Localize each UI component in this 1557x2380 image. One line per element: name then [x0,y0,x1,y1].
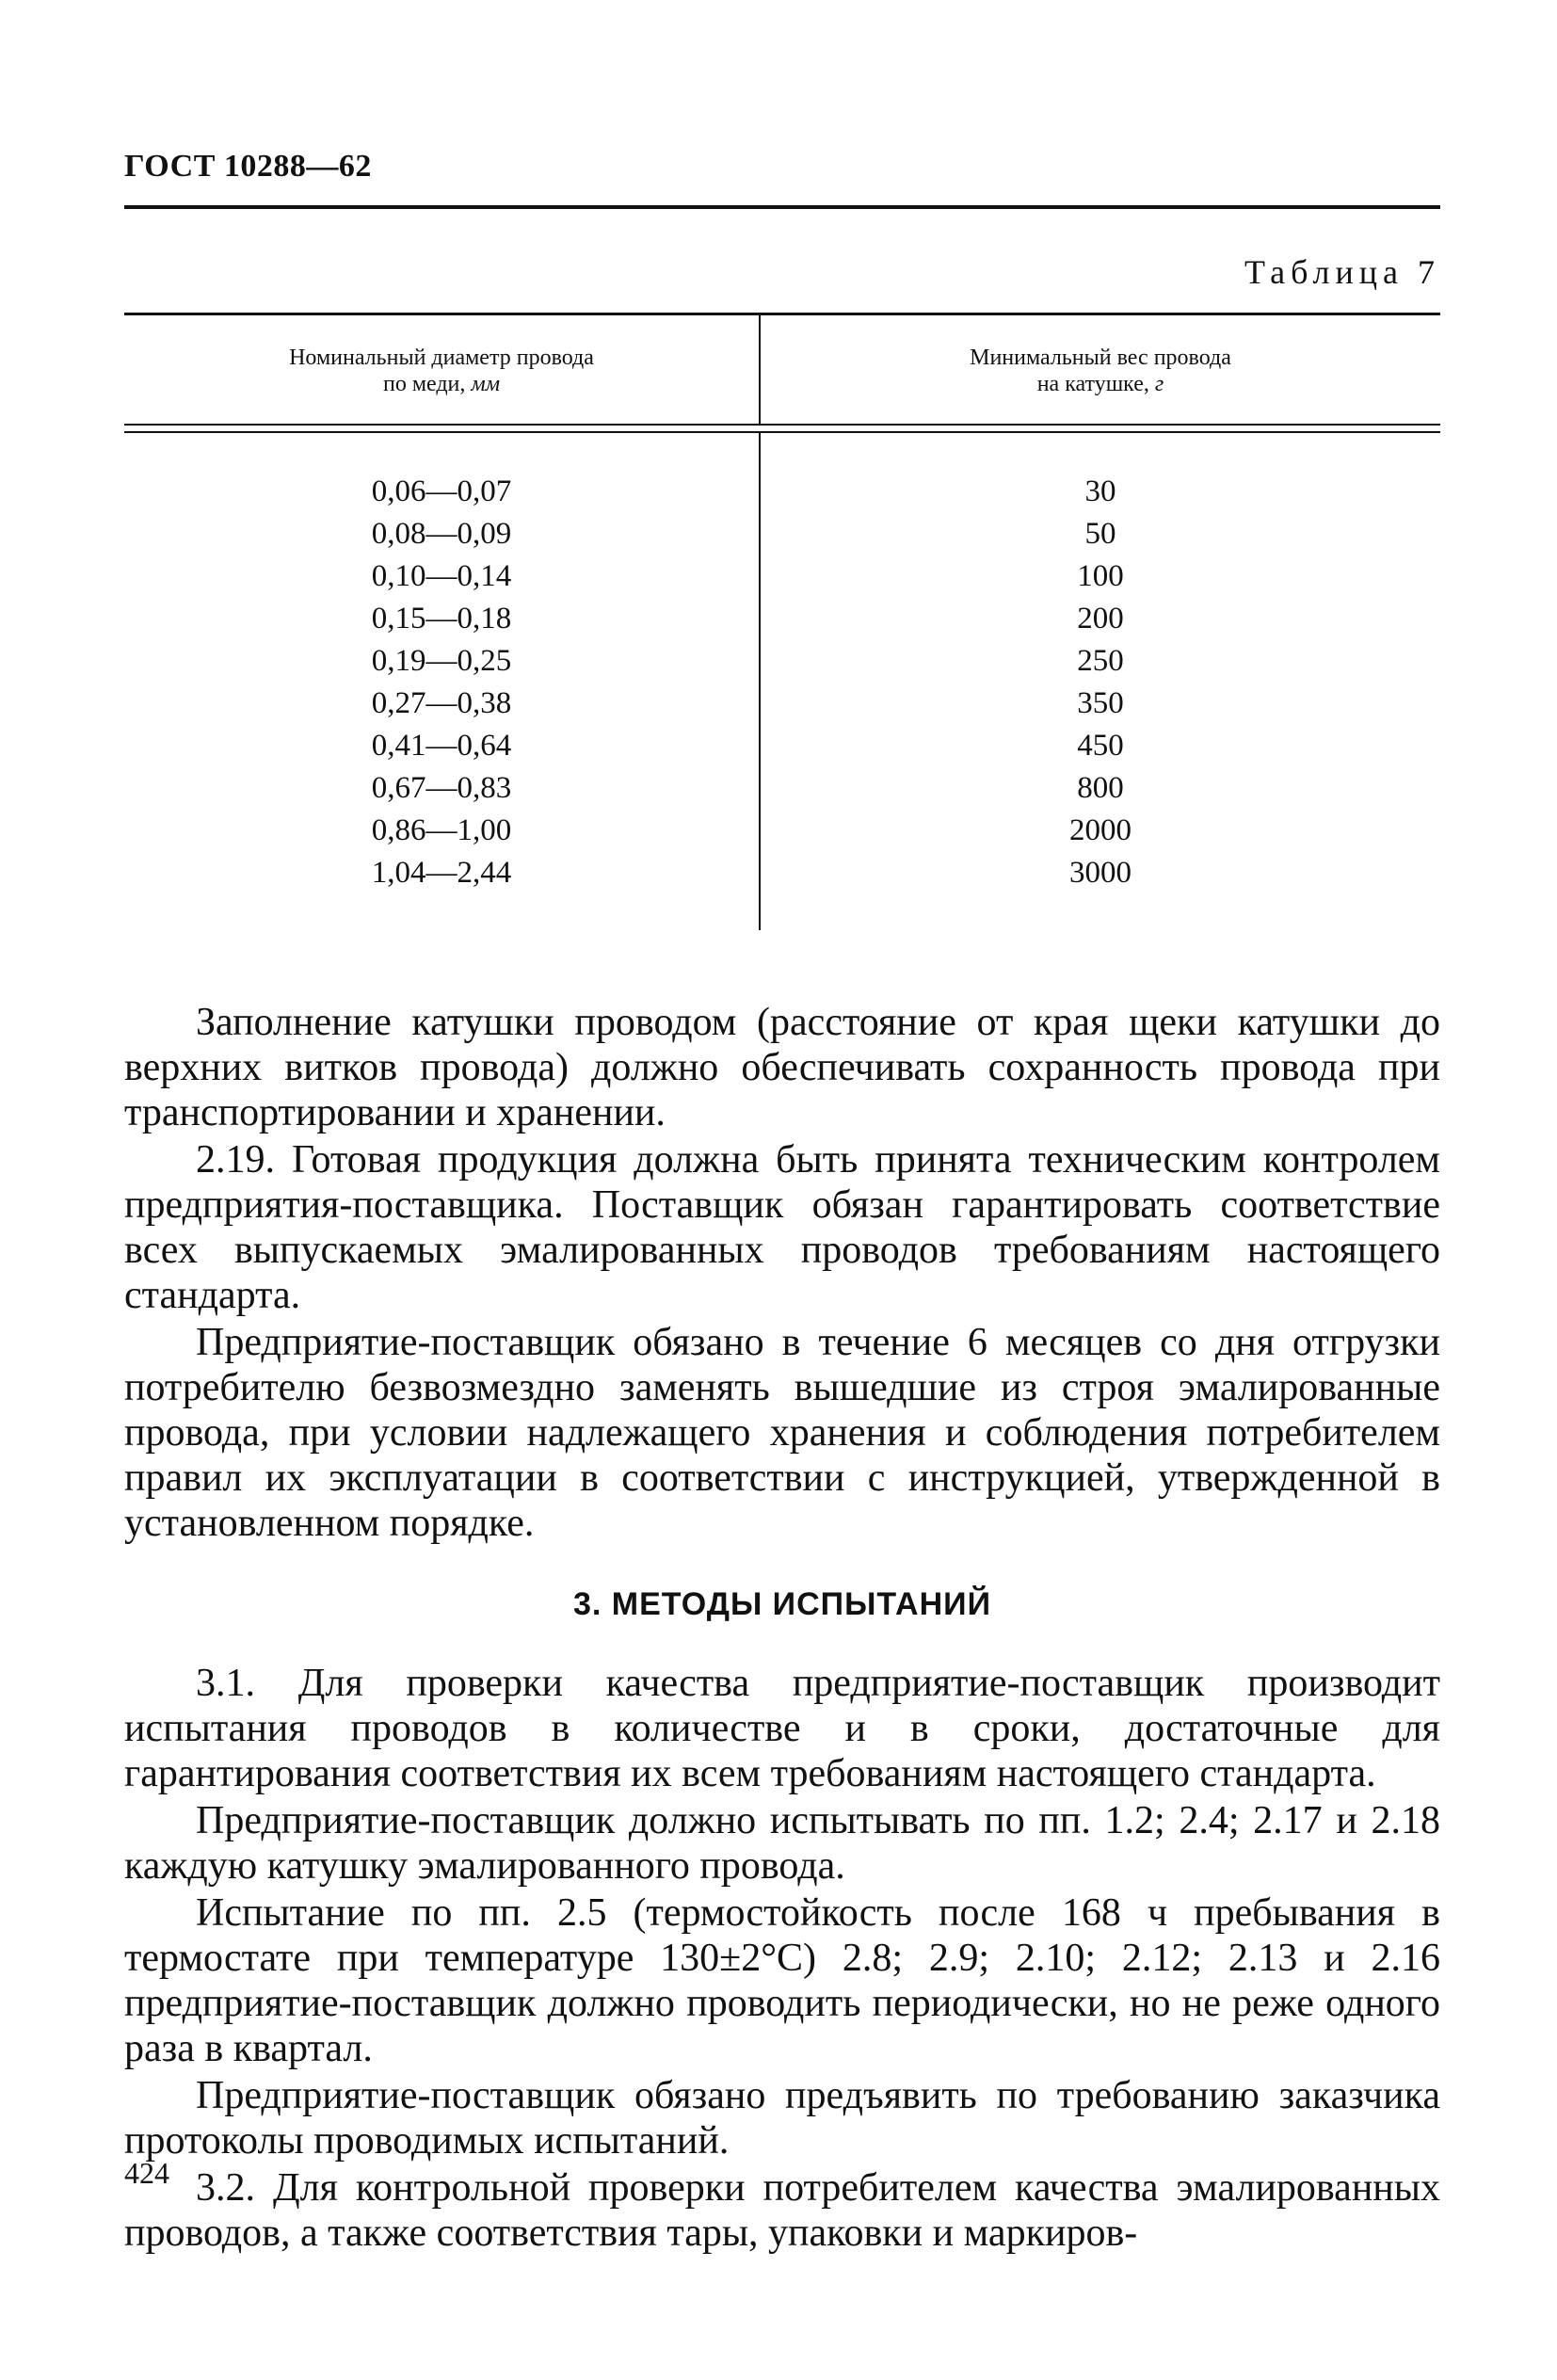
table-caption: Таблица 7 [1244,253,1440,291]
paragraph: Предприятие-поставщик должно испытывать по пп. 1.2; 2.4; 2.17 и 2.18 каждую катушку эмалированного провода. [124,1799,1440,1888]
weight-column [761,471,1440,894]
table-cell-diameter: 1,04—2,44 [371,856,512,890]
column-header-line: по меди, [382,372,472,396]
table-cell-weight: 3000 [1069,856,1132,890]
header-rule [124,205,1440,209]
table-cell-weight: 50 [1084,517,1116,551]
column-header-unit: г [1154,372,1164,396]
table-cell-diameter: 0,86—1,00 [371,813,512,847]
column-header-weight [761,345,1440,397]
paragraph: Заполнение катушки проводом (расстояние от края щеки катушки до верхних витков провода) должно обеспечивать сохранность провода при транспортировании и хранении. [124,1001,1440,1134]
paragraph: Предприятие-поставщик обязано в течение 6 месяцев со дня отгрузки потребителю безвозмездно заменять вышедшие из строя эмалированные провода, при условии надлежащего хранения и соблюдения потребителем правил их эксплуатации в соответствии с инструкцией, утвержденной в установленном порядке. [124,1321,1440,1545]
body-text [124,1000,1440,2258]
table-header-rule-double [124,431,1440,433]
paragraph: 2.19. Готовая продукция должна быть принята техническим контролем предприятия-поставщика. Поставщик обязан гарантировать соответствие всех выпускаемых эмалированных проводов требованиям настоящего стандарта. [124,1138,1440,1317]
paragraph: Предприятие-поставщик обязано предъявить по требованию заказчика протоколы проводимых испытаний. [124,2074,1440,2163]
paragraph: 3.1. Для проверки качества предприятие-поставщик производит испытания проводов в количестве и в сроки, достаточные для гарантирования соответствия их всем требованиям настоящего стандарта. [124,1662,1440,1795]
table-cell-weight: 2000 [1069,813,1132,847]
table-cell-weight: 350 [1077,686,1124,720]
table-top-rule [124,313,1440,315]
table-header-rule [124,424,1440,426]
page-number: 424 [124,2156,169,2190]
table-cell-weight: 200 [1077,602,1124,635]
document-code: ГОСТ 10288—62 [124,149,372,184]
column-header-unit: мм [471,372,501,396]
table-cell-diameter: 0,06—0,07 [371,474,512,508]
table-cell-weight: 800 [1077,771,1124,805]
table-cell-diameter: 0,15—0,18 [371,602,512,635]
paragraph: 3.2. Для контрольной проверки потребителем качества эмалированных проводов, а также соответствия тары, упаковки и маркиров- [124,2166,1440,2255]
table-cell-diameter: 0,41—0,64 [371,729,512,763]
paragraph: Испытание по пп. 2.5 (термостойкость после 168 ч пребывания в термостате при температуре 130±2°С) 2.8; 2.9; 2.10; 2.12; 2.13 и 2.16 предприятие-поставщик должно проводить периодически, но не реже одного раза в квартал. [124,1891,1440,2070]
table-cell-weight: 250 [1077,644,1124,678]
table-cell-weight: 30 [1084,474,1116,508]
column-header-line: на катушке, [1036,372,1155,396]
table-cell-diameter: 0,10—0,14 [371,559,512,593]
wire-weight-table [124,313,1440,930]
table-cell-weight: 450 [1077,729,1124,763]
table-cell-diameter: 0,08—0,09 [371,517,512,551]
table-cell-diameter: 0,67—0,83 [371,771,512,805]
column-header-diameter [124,345,759,397]
column-header-line: Минимальный вес провода [970,346,1231,370]
section-heading: 3. МЕТОДЫ ИСПЫТАНИЙ [573,1586,991,1622]
column-header-line: Номинальный диаметр провода [289,346,594,370]
table-cell-diameter: 0,19—0,25 [371,644,512,678]
table-cell-weight: 100 [1077,559,1124,593]
diameter-column [124,471,759,894]
table-cell-diameter: 0,27—0,38 [371,686,512,720]
